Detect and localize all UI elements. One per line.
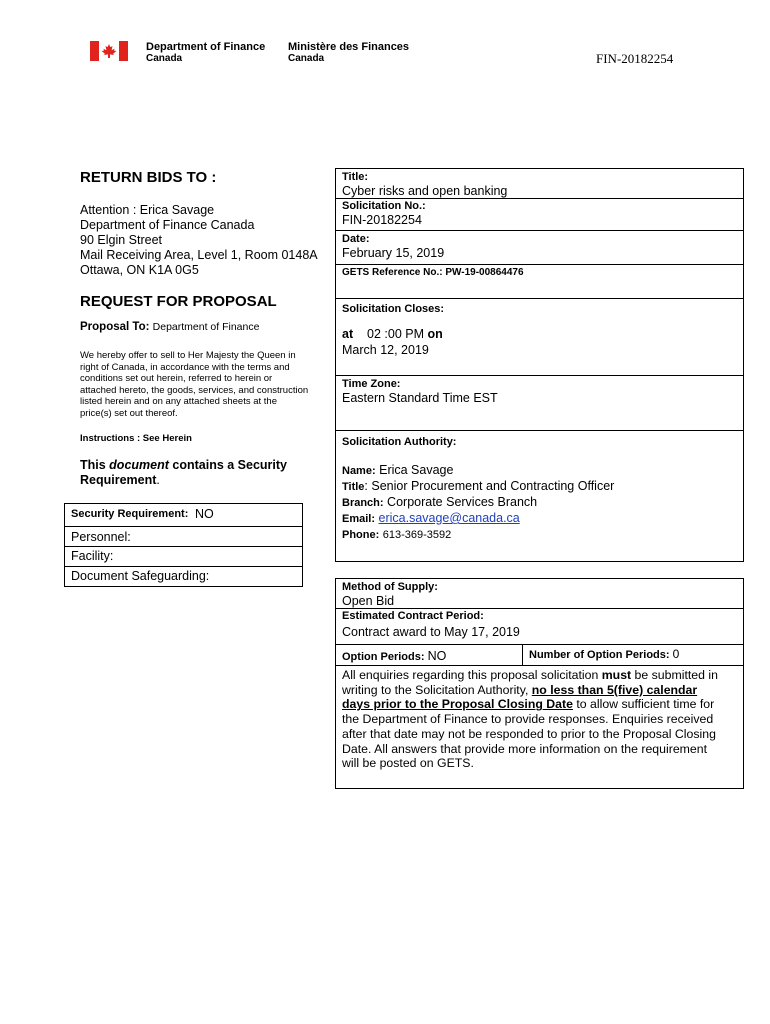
- timezone-cell: [335, 375, 744, 431]
- enq-line: after that date may not be responded to prior to the Proposal Closing: [342, 726, 716, 741]
- authority-cell: [335, 430, 744, 562]
- dept-fr-line2: Canada: [288, 53, 325, 64]
- canada-flag-icon: [90, 41, 128, 61]
- doc-safeguarding-label: Document Safeguarding:: [71, 569, 210, 583]
- security-notice-post: contains a Security: [168, 458, 288, 472]
- option-periods-cell: [335, 644, 523, 666]
- authority-phone: [342, 527, 614, 543]
- proposal-to-label: Proposal To:: [80, 321, 150, 333]
- security-notice-period: .: [156, 473, 160, 487]
- phone-label: Phone:: [342, 529, 380, 541]
- address-line: Mail Receiving Area, Level 1, Room 0148A: [80, 248, 318, 262]
- offer-line: conditions set out herein, referred to herein or: [80, 373, 273, 384]
- address-line: Attention : Erica Savage: [80, 203, 215, 217]
- security-requirement-value: NO: [195, 507, 214, 521]
- dept-fr-line1: Ministère des Finances: [288, 41, 410, 53]
- authority-details: [342, 463, 614, 543]
- num-option-label: Number of Option Periods:: [529, 649, 670, 661]
- offer-line: listed herein and on any attached sheets at the: [80, 396, 277, 407]
- enq-deadline-2: days prior to the Proposal Closing Date: [342, 697, 573, 712]
- closes-date: March 12, 2019: [342, 343, 429, 357]
- closes-at: at: [342, 327, 354, 341]
- dept-en-line2: Canada: [146, 53, 183, 64]
- offer-text: [80, 350, 308, 419]
- period-value: Contract award to May 17, 2019: [342, 625, 520, 639]
- personnel-label: Personnel:: [71, 530, 131, 544]
- dept-en-wordmark: [146, 42, 265, 64]
- authority-branch: [342, 495, 614, 511]
- num-option-periods: [529, 647, 679, 661]
- return-address: [80, 203, 318, 278]
- security-notice-em: document: [109, 458, 169, 472]
- enq-part: writing to the Solicitation Authority,: [342, 682, 532, 697]
- solicitation-no-label: Solicitation No.:: [342, 200, 426, 212]
- date-cell: [335, 230, 744, 265]
- num-option-periods-cell: [522, 644, 744, 666]
- closes-time: 02 :00 PM: [367, 327, 425, 341]
- rfp-title: REQUEST FOR PROPOSAL: [80, 293, 277, 310]
- closes-label: Solicitation Closes:: [342, 303, 445, 315]
- closes-cell: [335, 298, 744, 376]
- return-bids-title: RETURN BIDS TO :: [80, 169, 217, 186]
- enq-part: be submitted in: [631, 668, 718, 682]
- security-requirement-label: Security Requirement:: [71, 508, 189, 520]
- timezone-value: Eastern Standard Time EST: [342, 391, 498, 405]
- title2-value: : Senior Procurement and Contracting Officer: [364, 479, 615, 493]
- facility-cell: [64, 546, 303, 567]
- date-value: February 15, 2019: [342, 246, 445, 260]
- offer-line: right of Canada, in accordance with the terms and: [80, 361, 290, 373]
- address-line: 90 Elgin Street: [80, 233, 162, 247]
- dept-en-line1: Department of Finance: [146, 41, 266, 53]
- enq-line: will be posted on GETS.: [342, 756, 474, 771]
- email-label: Email:: [342, 513, 376, 525]
- option-periods-value: NO: [427, 649, 447, 663]
- offer-line: We hereby offer to sell to Her Majesty the Queen in: [80, 350, 296, 361]
- security-notice-pre: This: [80, 458, 110, 472]
- document-number: FIN-20182254: [596, 51, 674, 66]
- address-line: Department of Finance Canada: [80, 218, 255, 232]
- instructions: Instructions : See Herein: [80, 433, 192, 444]
- name-label: Name:: [342, 465, 376, 477]
- branch-value: Corporate Services Branch: [387, 495, 538, 509]
- authority-name: [342, 463, 614, 479]
- enq-must: must: [601, 668, 632, 682]
- title2-label: Title: [342, 481, 365, 493]
- doc-safeguarding-cell: [64, 566, 303, 587]
- personnel-cell: [64, 526, 303, 547]
- period-cell: [335, 608, 744, 645]
- enq-part: to allow sufficient time for: [572, 697, 715, 712]
- dept-fr-wordmark: [288, 42, 409, 64]
- date-label: Date:: [342, 233, 370, 245]
- title-cell: [335, 168, 744, 199]
- offer-line: attached hereto, the goods, services, and construction: [80, 384, 309, 396]
- security-notice: [80, 458, 287, 488]
- security-notice-line2: Requirement: [80, 473, 157, 487]
- option-periods-label: Option Periods:: [342, 651, 425, 663]
- address-line: Ottawa, ON K1A 0G5: [80, 263, 199, 277]
- offer-line: price(s) set out thereof.: [80, 407, 178, 419]
- enq-deadline-1: no less than 5(five) calendar: [531, 682, 698, 697]
- enq-part: All enquiries regarding this proposal solicitation: [342, 668, 602, 682]
- num-option-value: 0: [672, 647, 680, 661]
- timezone-label: Time Zone:: [342, 378, 401, 390]
- closes-on: on: [427, 327, 443, 341]
- solicitation-no-value: FIN-20182254: [342, 213, 422, 227]
- enq-line: the Department of Finance to provide responses. Enquiries received: [342, 712, 714, 727]
- closes-time-line: [342, 327, 443, 341]
- option-periods: [342, 649, 446, 663]
- title-label: Title:: [342, 171, 369, 183]
- gets-cell: [335, 264, 744, 299]
- email-link[interactable]: erica.savage@canada.ca: [378, 511, 520, 525]
- authority-label: Solicitation Authority:: [342, 436, 457, 448]
- facility-label: Facility:: [71, 549, 114, 563]
- authority-email: [342, 511, 614, 527]
- branch-label: Branch:: [342, 497, 384, 509]
- method-cell: [335, 578, 744, 609]
- enquiries-text: [342, 668, 718, 771]
- solicitation-no-cell: [335, 198, 744, 231]
- gets-reference: GETS Reference No.: PW-19-00864476: [342, 267, 524, 278]
- name-value: Erica Savage: [379, 463, 454, 477]
- proposal-to-value: Department of Finance: [152, 321, 260, 333]
- security-requirement-cell: [64, 503, 303, 527]
- period-label: Estimated Contract Period:: [342, 610, 484, 622]
- method-label: Method of Supply:: [342, 581, 438, 593]
- proposal-to: [80, 321, 259, 333]
- enquiries-cell: [335, 665, 744, 789]
- title-value: Cyber risks and open banking: [342, 184, 508, 198]
- authority-title: [342, 479, 614, 495]
- method-value: Open Bid: [342, 594, 395, 608]
- enq-line: Date. All answers that provide more information on the requirement: [342, 741, 707, 756]
- phone-value: 613-369-3592: [382, 529, 452, 541]
